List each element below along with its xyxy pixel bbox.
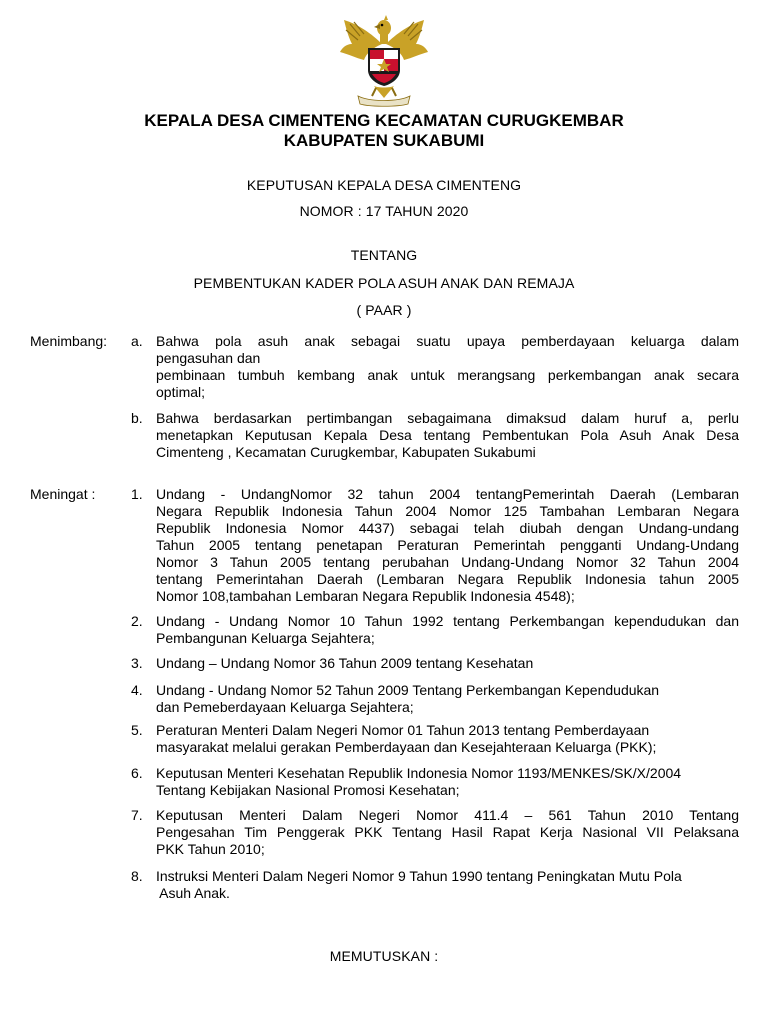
mengingat-item-1 [156,486,739,605]
decision-about: TENTANG [350,247,418,263]
text-line: Undang - Undang Nomor 10 Tahun 1992 tentang Perkembangan kependudukan dan [156,613,739,629]
decision-number: NOMOR : 17 TAHUN 2020 [299,203,469,219]
mengingat-item-3 [156,655,739,672]
text-line: Undang – Undang Nomor 36 Tahun 2009 tentang Kesehatan [156,655,534,671]
text-line: PKK Tahun 2010; [156,841,265,857]
mengingat-item-4 [156,682,739,716]
text-line: Pengesahan Tim Penggerak PKK Tentang Hasil Rapat Kerja Nasional VII Pelaksana [156,824,739,840]
text-line: Peraturan Menteri Dalam Negeri Nomor 01 Tahun 2013 tentang Pemberdayaan [156,722,650,738]
menimbang-item-b [156,410,739,461]
mengingat-item-6 [156,765,739,799]
text-line: pembinaan tumbuh kembang anak untuk merangsang perkembangan anak secara [156,367,739,383]
text-line: Republik Indonesia Nomor 4437) sebagai telah diubah dengan Undang-undang [156,520,739,536]
text-line: optimal; [156,384,206,400]
text-line: Negara Republik Indonesia Tahun 2004 Nomor 125 Tambahan Lembaran Negara [156,503,739,519]
text-line: Tahun 2005 tentang penetapan Peraturan Pemerintah pengganti Undang-Undang [156,537,739,553]
menimbang-item-a [156,333,739,401]
text-line: dan Pemeberdayaan Keluarga Sejahtera; [156,699,414,715]
mengingat-item-7 [156,807,739,858]
mengingat-marker-8: 8. [131,868,143,884]
mengingat-marker-3: 3. [131,655,143,671]
decision-subject: PEMBENTUKAN KADER POLA ASUH ANAK DAN REMAJA [193,275,575,291]
decision-title: KEPUTUSAN KEPALA DESA CIMENTENG [246,177,522,193]
text-line: Nomor 108,tambahan Lembaran Negara Republik Indonesia 4548); [156,588,575,604]
text-line: menetapkan Keputusan Kepala Desa tentang Pembentukan Pola Asuh Anak Desa [156,427,739,443]
mengingat-marker-5: 5. [131,722,143,738]
decision-abbr: ( PAAR ) [356,302,412,318]
mengingat-label: Meningat : [30,486,96,502]
garuda-pancasila-emblem-icon [336,14,432,108]
memutuskan-heading: MEMUTUSKAN : [329,948,439,964]
mengingat-marker-1: 1. [131,486,143,502]
text-line: Asuh Anak. [156,885,230,901]
text-line: Keputusan Menteri Kesehatan Republik Indonesia Nomor 1193/MENKES/SK/X/2004 [156,765,682,781]
text-line: tentang Pemerintahan Daerah (Lembaran Negara Republik Indonesia tahun 2005 [156,571,739,587]
text-line: Undang - Undang Nomor 52 Tahun 2009 Tentang Perkembangan Kependudukan [156,682,660,698]
text-line: Bahwa berdasarkan pertimbangan sebagaimana dimaksud dalam huruf a, perlu [156,410,739,426]
text-line: Nomor 3 Tahun 2005 tentang perubahan Undang-Undang Nomor 32 Tahun 2004 [156,554,739,570]
text-line: Cimenteng , Kecamatan Curugkembar, Kabupaten Sukabumi [156,444,536,460]
header-line-1: KEPALA DESA CIMENTENG KECAMATAN CURUGKEMBAR [144,111,624,130]
mengingat-item-8 [156,868,739,902]
mengingat-item-2 [156,613,739,647]
mengingat-marker-2: 2. [131,613,143,629]
text-line: masyarakat melalui gerakan Pemberdayaan dan Kesejahteraan Keluarga (PKK); [156,739,657,755]
header-line-2: KABUPATEN SUKABUMI [283,131,485,150]
text-line: Undang - UndangNomor 32 tahun 2004 tentangPemerintah Daerah (Lembaran [156,486,739,502]
menimbang-label: Menimbang: [30,333,108,349]
text-line: Keputusan Menteri Dalam Negeri Nomor 411.4 – 561 Tahun 2010 Tentang [156,807,739,823]
text-line: Instruksi Menteri Dalam Negeri Nomor 9 Tahun 1990 tentang Peningkatan Mutu Pola [156,868,682,884]
text-line: Tentang Kebijakan Nasional Promosi Kesehatan; [156,782,460,798]
menimbang-marker-a: a. [131,333,143,349]
mengingat-marker-4: 4. [131,682,143,698]
mengingat-marker-6: 6. [131,765,143,781]
text-line: Pembangunan Keluarga Sejahtera; [156,630,375,646]
mengingat-item-5 [156,722,739,756]
mengingat-marker-7: 7. [131,807,143,823]
menimbang-marker-b: b. [131,410,143,426]
text-line: pengasuhan dan [156,350,261,366]
text-line: Bahwa pola asuh anak sebagai suatu upaya pemberdayaan keluarga dalam [156,333,739,349]
